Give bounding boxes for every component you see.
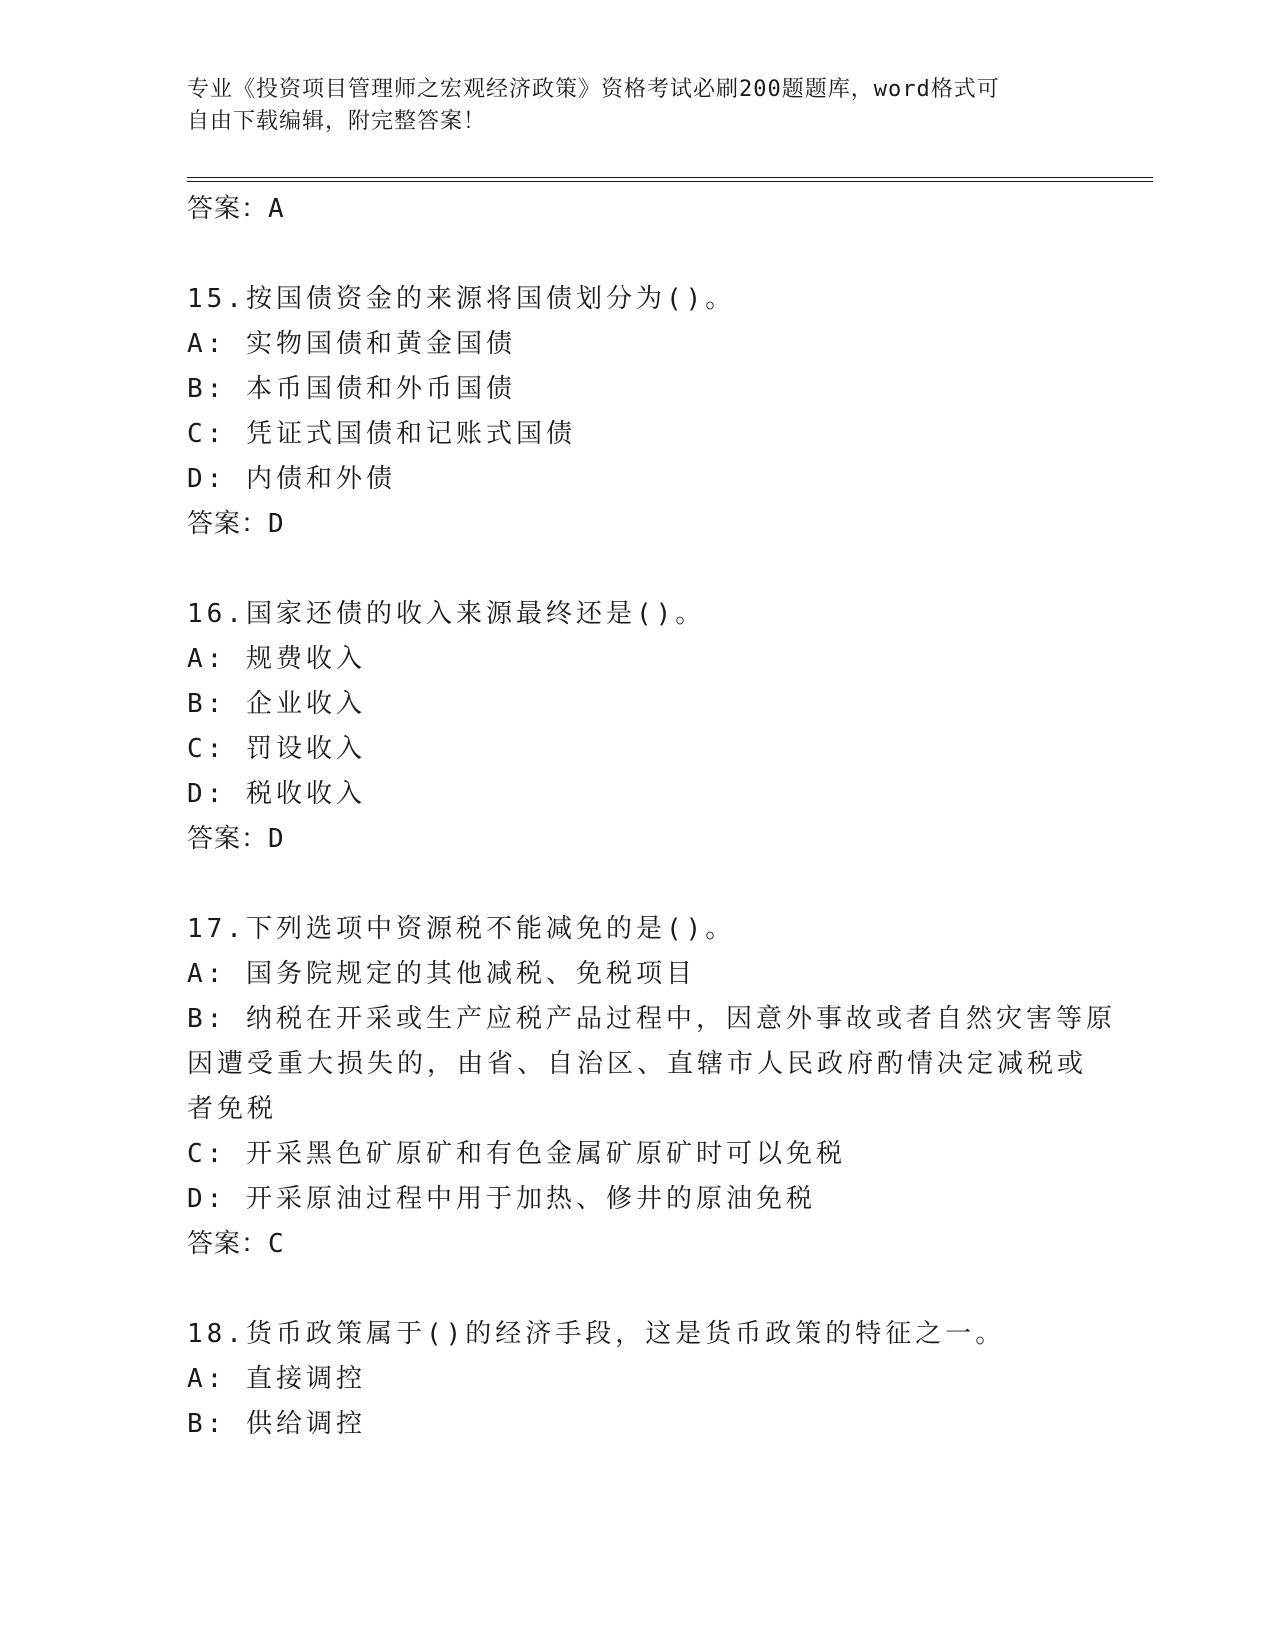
answer-line bbox=[187, 187, 1087, 232]
option-b: B: 企业收入 bbox=[187, 689, 366, 719]
answer-value: D bbox=[268, 824, 285, 854]
option-b: B: 供给调控 bbox=[187, 1409, 366, 1439]
header-line-1: 专业《投资项目管理师之宏观经济政策》资格考试必刷200题题库，word格式可 bbox=[187, 77, 1000, 102]
answer-label: 答案： bbox=[187, 194, 269, 224]
answer-line bbox=[187, 817, 1087, 862]
question-list bbox=[187, 187, 1116, 1447]
option-a: A: 规费收入 bbox=[187, 644, 366, 674]
option-c: C: 开采黑色矿原矿和有色金属矿原矿时可以免税 bbox=[187, 1139, 846, 1169]
answer-line bbox=[187, 1222, 1087, 1267]
option-d: D: 内债和外债 bbox=[187, 464, 396, 494]
answer-label: 答案： bbox=[187, 509, 269, 539]
option-a: A: 实物国债和黄金国债 bbox=[187, 329, 516, 359]
option-b: B: 纳税在开采或生产应税产品过程中，因意外事故或者自然灾害等原 bbox=[187, 1004, 1116, 1034]
answer-line bbox=[187, 502, 1087, 547]
option-c: C: 凭证式国债和记账式国债 bbox=[187, 419, 576, 449]
option-a: A: 国务院规定的其他减税、免税项目 bbox=[187, 959, 696, 989]
option-c: C: 罚设收入 bbox=[187, 734, 366, 764]
option-a: A: 直接调控 bbox=[187, 1364, 366, 1394]
header-divider-bottom bbox=[187, 181, 1153, 182]
answer-value: C bbox=[268, 1229, 285, 1259]
question-stem: 17.下列选项中资源税不能减免的是()。 bbox=[187, 914, 736, 944]
option-b-continued: 者免税 bbox=[187, 1094, 278, 1124]
option-d: D: 开采原油过程中用于加热、修井的原油免税 bbox=[187, 1184, 816, 1214]
option-d: D: 税收收入 bbox=[187, 779, 366, 809]
answer-value: D bbox=[268, 509, 285, 539]
header-line-2: 自由下载编辑，附完整答案！ bbox=[187, 109, 487, 134]
option-b: B: 本币国债和外币国债 bbox=[187, 374, 516, 404]
option-b-continued: 因遭受重大损失的，由省、自治区、直辖市人民政府酌情决定减税或 bbox=[187, 1049, 1088, 1079]
document-header bbox=[187, 74, 1067, 138]
answer-label: 答案： bbox=[187, 824, 269, 854]
answer-value: A bbox=[268, 194, 285, 224]
question-stem: 15.按国债资金的来源将国债划分为()。 bbox=[187, 284, 736, 314]
question-stem: 16.国家还债的收入来源最终还是()。 bbox=[187, 599, 706, 629]
answer-label: 答案： bbox=[187, 1229, 269, 1259]
question-stem: 18.货币政策属于()的经济手段，这是货币政策的特征之一。 bbox=[187, 1319, 1006, 1349]
header-divider-top bbox=[187, 177, 1153, 178]
